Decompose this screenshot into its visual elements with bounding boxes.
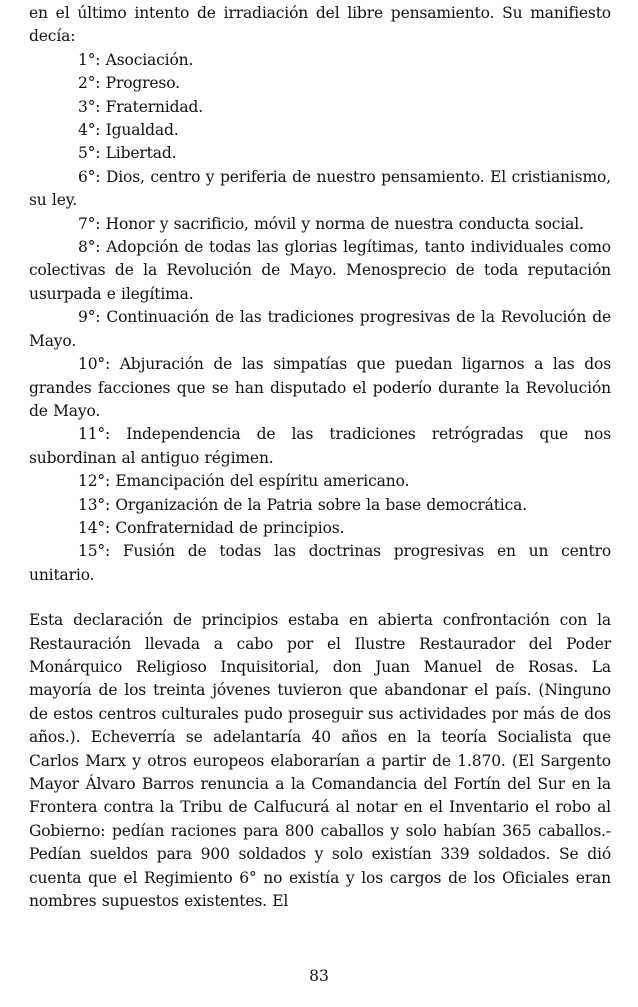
principle-item: 12°: Emancipación del espíritu americano. bbox=[78, 472, 410, 491]
principle-item: 9°: Continuación de las tradiciones progresivas de la Revolución de Mayo. bbox=[29, 308, 611, 350]
principle-item: 11°: Independencia de las tradiciones retrógradas que nos subordinan al antiguo régimen. bbox=[29, 425, 611, 467]
principle-item: 8°: Adopción de todas las glorias legítimas, tanto individuales como colectivas de la Revolución de Mayo. Menosprecio de toda reputación usurpada e ilegítima. bbox=[29, 238, 611, 303]
principle-item: 14°: Confraternidad de principios. bbox=[78, 518, 345, 537]
paragraph-spacer bbox=[29, 587, 611, 609]
principle-item: 2°: Progreso. bbox=[78, 74, 180, 93]
page-number: 83 bbox=[309, 967, 329, 985]
page-body bbox=[29, 2, 611, 913]
principles-list bbox=[29, 49, 611, 587]
principle-item: 4°: Igualdad. bbox=[78, 121, 179, 140]
principle-item: 1°: Asociación. bbox=[78, 50, 194, 69]
intro-paragraph: en el último intento de irradiación del libre pensamiento. Su manifiesto decía: bbox=[29, 4, 611, 46]
principle-item: 6°: Dios, centro y periferia de nuestro pensamiento. El cristianismo, su ley. bbox=[29, 167, 611, 210]
principle-item: 15°: Fusión de todas las doctrinas progresivas en un centro unitario. bbox=[29, 542, 611, 584]
principle-item: 7°: Honor y sacrificio, móvil y norma de nuestra conducta social. bbox=[78, 214, 584, 233]
principle-item: 13°: Organización de la Patria sobre la base democrática. bbox=[78, 495, 528, 514]
closing-paragraph: Esta declaración de principios estaba en abierta confrontación con la Restauración llevada a cabo por el Ilustre Restaurador del Poder Monárquico Religioso Inquisitorial, don Juan Manuel de Rosas. La mayoría de los treinta jóvenes tuvieron que abandonar el país. (Ninguno de estos centros culturales pudo proseguir sus actividades por más de dos años.). Echeverría se adelantaría 40 años en la teoría Socialista que Carlos Marx y otros europeos elaborarían a partir de 1.870. (El Sargento Mayor Álvaro Barros renuncia a la Comandancia del Fortín del Sur en la Frontera contra la Tribu de Calfucurá al notar en el Inventario el robo al Gobierno: pedían raciones para 800 caballos y solo habían 365 caballos.- Pedían sueldos para 900 soldados y solo existían 339 soldados. Se dió cuenta que el Regimiento 6° no existía y los cargos de los Oficiales eran nombres supuestos existentes. El bbox=[29, 611, 611, 911]
principle-item: 3°: Fraternidad. bbox=[78, 97, 204, 116]
principle-item: 10°: Abjuración de las simpatías que puedan ligarnos a las dos grandes facciones que se han disputado el poderío durante la Revolución de Mayo. bbox=[29, 355, 611, 420]
principle-item: 5°: Libertad. bbox=[78, 144, 177, 163]
